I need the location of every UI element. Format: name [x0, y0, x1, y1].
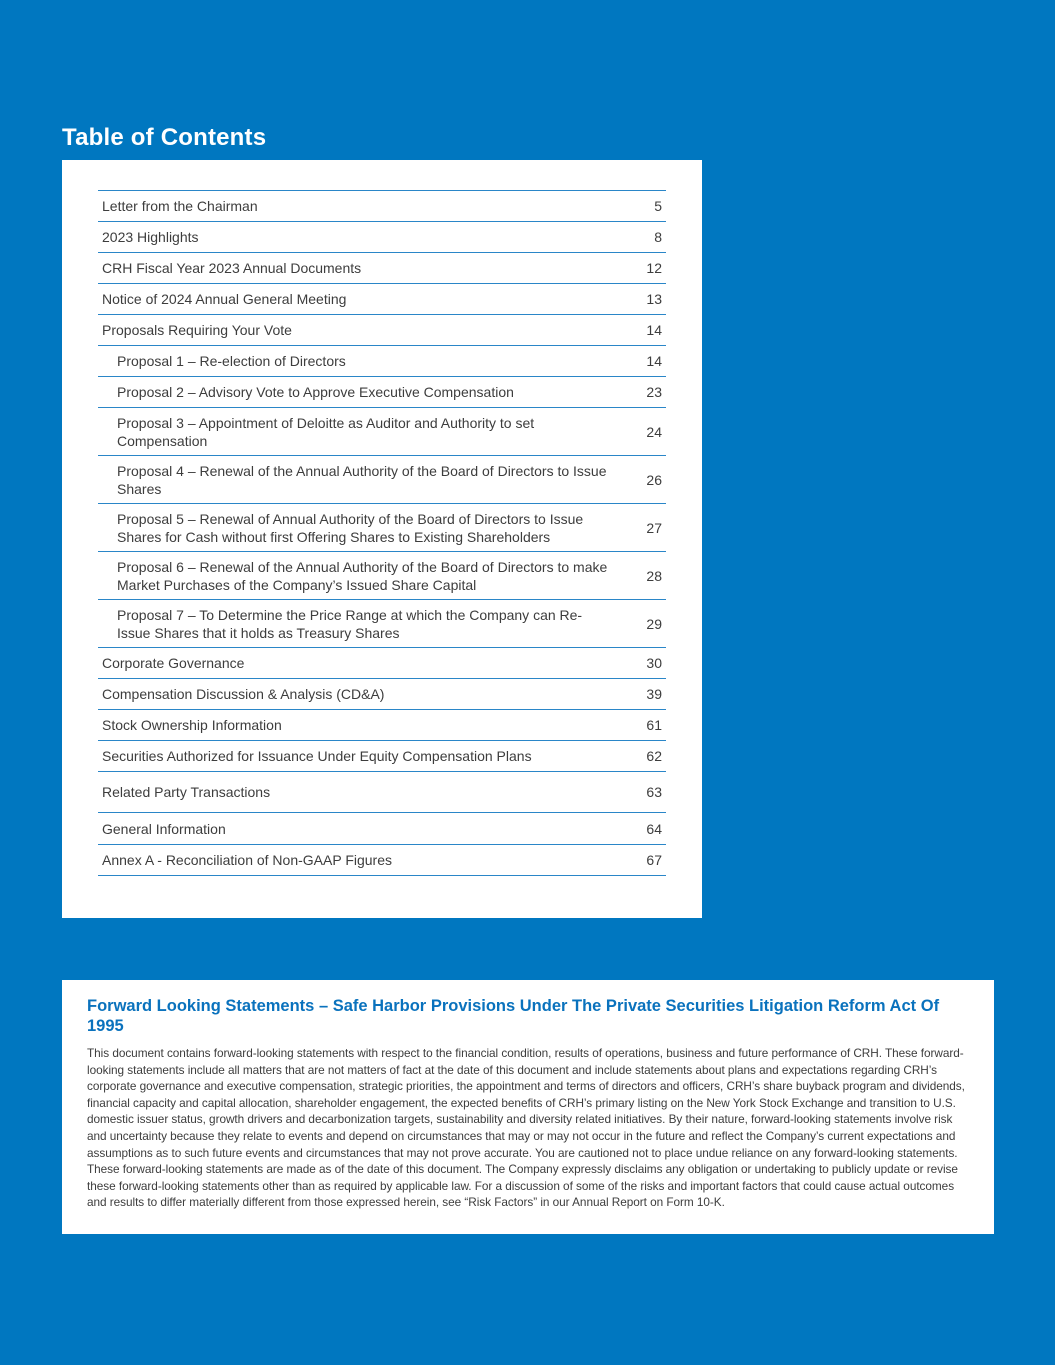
toc-row[interactable]: [98, 710, 666, 741]
toc-entry-page-number: 29: [646, 615, 662, 632]
toc-row[interactable]: [98, 346, 666, 377]
toc-row[interactable]: [98, 600, 666, 648]
toc-entry-label: Proposal 3 – Appointment of Deloitte as Auditor and Authority to set Compensation: [117, 414, 535, 449]
toc-row[interactable]: [98, 377, 666, 408]
toc-entry-page-number: 5: [654, 198, 662, 214]
toc-row[interactable]: [98, 253, 666, 284]
toc-entry-label: Annex A - Reconciliation of Non-GAAP Figures: [102, 852, 393, 868]
toc-panel: [62, 160, 702, 918]
toc-entry-page-number: 14: [646, 322, 662, 338]
toc-row[interactable]: [98, 315, 666, 346]
toc-row[interactable]: [98, 813, 666, 845]
forward-looking-statements-panel: [62, 980, 994, 1234]
toc-row[interactable]: [98, 845, 666, 876]
toc-entry-label: 2023 Highlights: [102, 229, 199, 245]
toc-entry-label: Letter from the Chairman: [102, 198, 258, 214]
toc-row[interactable]: [98, 648, 666, 679]
toc-entry-page-number: 64: [646, 820, 662, 837]
toc-entry-page-number: 23: [646, 384, 662, 400]
toc-entry-label: Proposal 4 – Renewal of the Annual Authority of the Board of Directors to Issue Shares: [117, 462, 607, 497]
toc-entry-page-number: 61: [646, 717, 662, 733]
toc-row[interactable]: [98, 504, 666, 552]
toc-entry-label: Proposal 7 – To Determine the Price Range at which the Company can Re-Issue Shares that it holds as Treasury Shares: [117, 606, 583, 641]
toc-entry-page-number: 8: [654, 229, 662, 245]
toc-entry-label: General Information: [102, 820, 226, 837]
toc-entry-label: Proposals Requiring Your Vote: [102, 322, 292, 338]
toc-row[interactable]: [98, 772, 666, 813]
toc-entry-page-number: 24: [646, 423, 662, 440]
toc-entry-page-number: 13: [646, 291, 662, 307]
toc-entry-page-number: 63: [646, 784, 662, 800]
toc-entry-label: Related Party Transactions: [102, 784, 271, 800]
toc-entry-label: Proposal 2 – Advisory Vote to Approve Executive Compensation: [117, 384, 514, 400]
toc-row[interactable]: [98, 741, 666, 772]
toc-row[interactable]: [98, 191, 666, 222]
toc-entry-label: Notice of 2024 Annual General Meeting: [102, 291, 347, 307]
toc-entry-label: Corporate Governance: [102, 655, 245, 671]
toc-entry-page-number: 67: [646, 852, 662, 868]
toc-row[interactable]: [98, 456, 666, 504]
toc-entry-page-number: 39: [646, 686, 662, 702]
toc-entry-label: Compensation Discussion & Analysis (CD&A): [102, 686, 385, 702]
toc-row[interactable]: [98, 552, 666, 600]
toc-row[interactable]: [98, 222, 666, 253]
toc-entry-label: Securities Authorized for Issuance Under Equity Compensation Plans: [102, 748, 532, 764]
toc-entry-page-number: 14: [646, 353, 662, 369]
toc-entry-page-number: 27: [646, 519, 662, 536]
forward-looking-body: This document contains forward-looking statements with respect to the financial condition, results of operations, business and future performance of CRH. These forward-looking statements include all matters that are not matters of fact at the date of this document and include statements about plans and expectations regarding CRH’s corporate governance and executive compensation, strategic priorities, the appointment and terms of directors and officers, CRH’s share buyback program and dividends, financial capacity and capital allocation, shareholder engagement, the expected benefits of CRH’s primary listing on the New York Stock Exchange and transition to U.S. domestic issuer status, growth drivers and decarbonization targets, sustainability and diversity related initiatives. By their nature, forward-looking statements involve risk and uncertainty because they relate to events and depend on circumstances that may or may not occur in the future and reflect the Company’s current expectations and assumptions as to such future events and circumstances that may not prove accurate. You are cautioned not to place undue reliance on any forward-looking statements. These forward-looking statements are made as of the date of this document. The Company expressly disclaims any obligation or undertaking to publicly update or revise these forward-looking statements other than as required by applicable law. For a discussion of some of the risks and important factors that could cause actual outcomes and results to differ materially different from those expressed herein, see “Risk Factors” in our Annual Report on Form 10-K.: [87, 1046, 965, 1210]
page-title: Table of Contents: [62, 124, 267, 151]
toc-entry-page-number: 12: [646, 260, 662, 276]
toc-entry-label: Proposal 5 – Renewal of Annual Authority of the Board of Directors to Issue Shares for Cash without first Offering Shares to Existing Shareholders: [117, 510, 584, 545]
toc-entry-label: Stock Ownership Information: [102, 717, 282, 733]
toc-entry-page-number: 28: [646, 567, 662, 584]
toc-entry-page-number: 62: [646, 748, 662, 764]
toc-entry-label: CRH Fiscal Year 2023 Annual Documents: [102, 260, 362, 276]
toc-entry-page-number: 26: [646, 471, 662, 488]
toc-list: [98, 190, 666, 876]
toc-entry-label: Proposal 1 – Re-election of Directors: [117, 353, 346, 369]
toc-row[interactable]: [98, 679, 666, 710]
forward-looking-heading: Forward Looking Statements – Safe Harbor Provisions Under The Private Securities Litigation Reform Act Of 1995: [87, 997, 940, 1035]
toc-row[interactable]: [98, 408, 666, 456]
toc-entry-label: Proposal 6 – Renewal of the Annual Authority of the Board of Directors to make Market Purchases of the Company’s Issued Share Capital: [117, 558, 608, 593]
toc-entry-page-number: 30: [646, 655, 662, 671]
toc-row[interactable]: [98, 284, 666, 315]
